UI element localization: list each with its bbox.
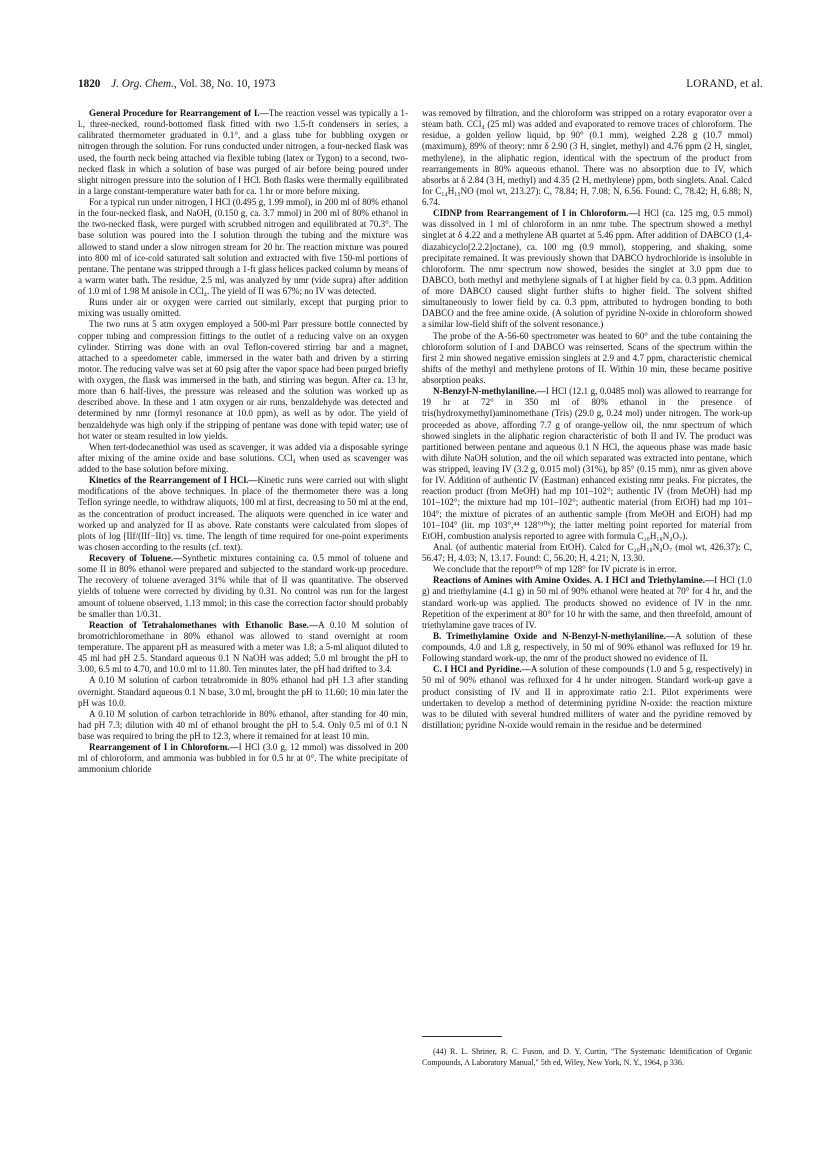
paragraph-text: Anal. (of authentic material from EtOH). Calcd for C₂₀H₁₈N₄O₇ (mol wt, 426.37): C, 56.47; H, 4.03; N, 13.17. Found: C, 56.20; H, 4.21; N, 13.30. — [422, 541, 752, 563]
volume-issue: Vol. 38, No. 10, 1973 — [179, 78, 276, 90]
paragraph-text: The two runs at 5 atm oxygen employed a 500-ml Parr pressure bottle connected by copper tubing and compression fittings to the outlet of a reducing valve on an oxygen cylinder. Stirring was done with an oval Teflon-covered stirring bar and a magnet, attached to a speedometer cable, immersed in the water bath and driven by a stirring motor. The reducing valve was set at 60 psig after the vapor space had been purged briefly with oxygen, the flask was immersed in the bath, and stirring was begun. After ca. 13 hr, more than 6 half-lives, the pressure was released and the solution was worked up as described above. In these and 1 atm oxygen or air runs, benzaldehyde was detected and determined by nmr (formyl resonance at 10.0 ppm), as well as by odor. The yield of benzaldehyde was high only if the stripping of pentane was done with tepid water; use of hot water or steam resulted in low yields. — [78, 319, 408, 441]
section-heading: B. Trimethylamine Oxide and N-Benzyl-N-methylaniline.— — [433, 630, 675, 641]
paragraph-text: I HCl (12.1 g, 0.0485 mol) was allowed to rearrange for 19 hr at 72° in 350 ml of 80% ethanol in the presence of tris(hydroxymethyl)aminomethane (Tris) (29.0 g, 0.24 mol) under nitrogen. The work-up proceeded as above, affording 7.7 g of orange-yellow oil, the nmr spectrum of which showed singlets in the aliphatic region characteristic of both II and IV. The product was partitioned between pentane and aqueous 0.1 N HCl, the aqueous phase was made basic with dilute NaOH solution, and the oil which separated was extracted into pentane, which was stripped, leaving IV (3.2 g, 0.015 mol) (31%), bp 85° (0.15 mm), nmr as given above for IV. Addition of authentic IV (Eastman) enhanced existing nmr peaks. For picrates, the reaction product (from MeOH) had mp 101–102°; authentic IV (from MeOH) had mp 101–102°; the mixture had mp 101–102°; authentic material (from EtOH) had mp 101–104°; the mixture of picrates of an authentic sample (from MeOH and EtOH) had mp 101–104° (lit. mp 103°,⁴⁴ 128°¹⁰ᵇ); the latter melting point reported for material from EtOH, combustion analysis reported to agree with formula C₂₀H₁₈N₄O₇). — [422, 386, 752, 541]
paragraph-text: Kinetic runs were carried out with slight modifications of the above techniques. In place of the thermometer there was a long Teflon syringe needle, to withdraw aliquots, 100 ml at first, decreasing to 50 ml at the end, as the concentration of product increased. The aliquots were quenched in ice water and worked up and analyzed for II as above. Rate constants were calculated from slopes of plots of log [IIf/(IIf−IIt)] vs. time. The length of time required for one-point experiments was chosen according to the results (cf. text). — [78, 475, 408, 552]
section-heading: Reactions of Amines with Amine Oxides. A. I HCl and Triethylamine.— — [433, 575, 715, 586]
paragraph-text: A solution of these compounds (1.0 and 5 g, respectively) in 50 ml of 90% ethanol was refluxed for 4 hr under nitrogen. Standard work-up gave a product consisting of IV and II in approximate ratio 2:1. Pilot experiments were undertaken to develop a method of determining pyridine N-oxide: the reaction mixture was to be diluted with several hundred milliters of water and the pyridine removed by distillation; pyridine N-oxide would remain in the residue and be determined — [422, 664, 752, 730]
left-paragraph — [78, 319, 408, 441]
running-head-authors: LORAND, et al. — [686, 78, 763, 90]
paragraph-text: A 0.10 M solution of bromotrichloromethane in 80% ethanol was allowed to stand overnight at room temperature. The apparent pH as measured with a meter was 1.8; a 5-ml aliquot diluted to 45 ml had pH 2.5. Standard aqueous 0.1 N NaOH was added; 5.0 ml brought the pH to 3.00, 6.5 ml to 4.70, and 10.0 ml to 11.80. Ten minutes later, the pH had drifted to 3.4. — [78, 619, 408, 675]
left-paragraph — [78, 108, 408, 197]
left-paragraph — [78, 553, 408, 620]
footnote-44: (44) R. L. Shriner, R. C. Fuson, and D. Y. Curtin, "The Systematic Identification of Organic Compounds, A Laboratory Manual," 5th ed, Wiley, New York, N. Y., 1964, p 336. — [422, 1047, 752, 1067]
left-paragraph — [78, 442, 408, 475]
paragraph-text: For a typical run under nitrogen, I HCl (0.495 g, 1.99 mmol), in 200 ml of 80% ethanol in the four-necked flask, and NaOH, (0.150 g, ca. 3.7 mmol) in 200 ml of 80% ethanol in the two-necked flask, were purged with scrubbed nitrogen and equilibrated at 70.3°. The base solution was poured into the I solution through the tubing and the mixture was allowed to stand under a slow nitrogen stream for 20 hr. The reaction mixture was poured into 800 ml of ice-cold saturated salt solution and extracted with five 150-ml portions of pentane. The pentane was stripped through a 1-ft glass helices packed column by means of a warm water bath. The residue, 2.5 ml, was analyzed by nmr (vide supra) after addition of 1.0 ml of 1.98 M anisole in CCl₄. The yield of II was 67%; no IV was detected. — [78, 197, 408, 296]
left-paragraph — [78, 675, 408, 708]
paragraph-text: was removed by filtration, and the chloroform was stripped on a rotary evaporator over a steam bath. CCl₄ (25 ml) was added and evaporated to remove traces of chloroform. The residue, a golden yellow liquid, bp 90° (0.1 mm), weighed 2.28 g (10.7 mmol) (maximum), 89% of theory: nmr δ 2.90 (3 H, singlet, methyl) and 4.76 ppm (2 H, singlet, methylene), in the aliphatic region, identical with the spectrum of the product from rearrangements in 80% aqueous ethanol. There was no absorption due to IV, which absorbs at δ 2.84 (3 H, methyl) and 4.35 (2 H, methylene) ppm, both singlets. Anal. Calcd for C₁₄H₁₅NO (mol wt, 213.27): C, 78.84; H, 7.08; N, 6.56. Found: C, 78.42; H, 6.88; N, 6.74. — [422, 108, 752, 207]
paragraph-text: The reaction vessel was typically a 1-l., three-necked, round-bottomed flask fitted with two 1.5-ft condensers in series, a calibrated thermometer graduated in 0.1°, and a glass tube for bubbling oxygen or nitrogen through the solution. For runs conducted under nitrogen, a four-necked flask was used, the fourth neck being attached via flexible tubing (latex or Tygon) to a second, two-necked flask in which a solution of base was purged of air before being poured under slight nitrogen pressure into the solution of I HCl. Both flasks were thermally equilibrated in a large constant-temperature water bath for ca. 1 hr or more before mixing. — [78, 108, 408, 196]
running-head-left — [78, 78, 275, 90]
left-paragraph — [78, 297, 408, 319]
paragraph-text: When tert-dodecanethiol was used as scavenger, it was added via a disposable syringe after mixing of the amine oxide and base solutions. CCl₄ when used as scavenger was added to the base solution before mixing. — [78, 441, 408, 474]
paragraph-text: The probe of the A-56-60 spectrometer was heated to 60° and the tube containing the chloroform solution of I and DABCO was reinserted. Scans of the spectrum within the first 2 min showed negative emission singlets at 2.9 and 4.7 ppm, characteristic chemical shifts of the methyl and methylene protons of II. Within 10 min, these became positive absorption peaks. — [422, 330, 752, 385]
right-paragraph — [422, 631, 752, 664]
right-paragraph — [422, 108, 752, 208]
section-heading: General Procedure for Rearrangement of I.— — [89, 108, 269, 118]
right-paragraph — [422, 208, 752, 330]
paragraph-text: A 0.10 M solution of carbon tetrabromide in 80% ethanol had pH 1.3 after standing overnight. Standard aqueous 0.1 N base, 3.0 ml, brought the pH to 11.60; 10 min later the pH was 10.0. — [78, 675, 408, 708]
page-header — [78, 78, 763, 94]
paragraph-text: We conclude that the report¹⁰ᵇ of mp 128° for IV picrate is in error. — [433, 564, 677, 575]
section-heading: N-Benzyl-N-methylaniline.— — [433, 386, 546, 397]
section-heading: CIDNP from Rearrangement of I in Chloroform.— — [433, 208, 638, 219]
right-paragraph — [422, 331, 752, 387]
right-paragraph — [422, 575, 752, 631]
paragraph-text: A solution of these compounds, 4.0 and 1.8 g, respectively, in 50 ml of 90% ethanol was refluxed for 19 hr. Following standard work-up, the nmr of the product showed no evidence of II. — [422, 630, 752, 664]
left-paragraph — [78, 742, 408, 775]
left-paragraph — [78, 709, 408, 742]
right-column — [422, 108, 752, 731]
left-column — [78, 108, 408, 776]
paragraph-text: Runs under air or oxygen were carried out similarly, except that purging prior to mixing was usually omitted. — [78, 297, 408, 319]
left-paragraph — [78, 197, 408, 297]
section-heading: Recovery of Toluene.— — [89, 553, 183, 563]
section-heading: C. I HCl and Pyridine.— — [433, 664, 531, 675]
paragraph-text: A 0.10 M solution of carbon tetrachloride in 80% ethanol, after standing for 40 min, had pH 7.3; dilution with 40 ml of ethanol brought the pH to 5.4. Only 0.5 ml of 0.1 N base was required to bring the pH to 12.3, where it remained for at least 10 min. — [78, 708, 408, 741]
paragraph-text: I HCl (3.0 g, 12 mmol) was dissolved in 200 ml of chloroform, and ammonia was bubbled in for 0.5 hr at 0°. The white precipitate of ammonium chloride — [78, 742, 408, 775]
page-number: 1820 — [78, 78, 101, 90]
section-heading: Reaction of Tetrahalomethanes with Ethanolic Base.— — [89, 619, 319, 630]
right-paragraph — [422, 564, 752, 575]
left-paragraph — [78, 475, 408, 553]
right-paragraph — [422, 664, 752, 731]
paragraph-text: Synthetic mixtures containing ca. 0.5 mmol of toluene and some II in 80% ethanol were prepared and subjected to the standard work-up procedure. The recovery of toluene averaged 31% while that of II was quantitative. The observed yields of toluene were corrected by dividing by 0.31. No control was run for the largest amount of toluene observed, 1.13 mmol; in this case the correction factor should probably be smaller than 1/0.31. — [78, 553, 409, 619]
footnote — [422, 1047, 752, 1068]
footnote-rule — [422, 1036, 502, 1037]
section-heading: Rearrangement of I in Chloroform.— — [89, 742, 239, 753]
paragraph-text: I HCl (1.0 g) and triethylamine (4.1 g) in 50 ml of 90% ethanol were heated at 70° for 4 hr, and the standard work-up was applied. The products showed no evidence of IV in the nmr. Repetition of the experiment at 80° for 10 hr with the same, and then threefold, amount of triethylamine gave traces of IV. — [422, 575, 752, 630]
journal-name: J. Org. Chem., — [111, 78, 177, 90]
right-paragraph — [422, 542, 752, 564]
left-paragraph — [78, 620, 408, 676]
section-heading: Kinetics of the Rearrangement of I HCl.— — [89, 475, 258, 486]
paragraph-text: I HCl (ca. 125 mg, 0.5 mmol) was dissolved in 1 ml of chloroform in an nmr tube. The spectrum showed a methyl singlet at δ 4.22 and a methylene AB quartet at 5.46 ppm. After addition of DABCO (1,4-diazabicyclo[2.2.2]octane), ca. 100 mg (0.9 mmol), stoppering, and shaking, some precipitate remained. It was previously shown that DABCO hydrochloride is insoluble in chloroform. The nmr spectrum now showed, besides the singlet at 3.0 ppm due to DABCO, both methyl and methylene signals of I at higher field by ca. 0.3 ppm. Addition of more DABCO caused slight further shifts to higher field. The solvent shifted simultaneously to lower field by ca. 0.3 ppm, attributed to hydrogen bonding to both DABCO and the free amine oxide. (A solution of pyridine N-oxide in chloroform showed a similar low-field shift of the solvent resonance.) — [422, 208, 753, 330]
right-paragraph — [422, 386, 752, 542]
